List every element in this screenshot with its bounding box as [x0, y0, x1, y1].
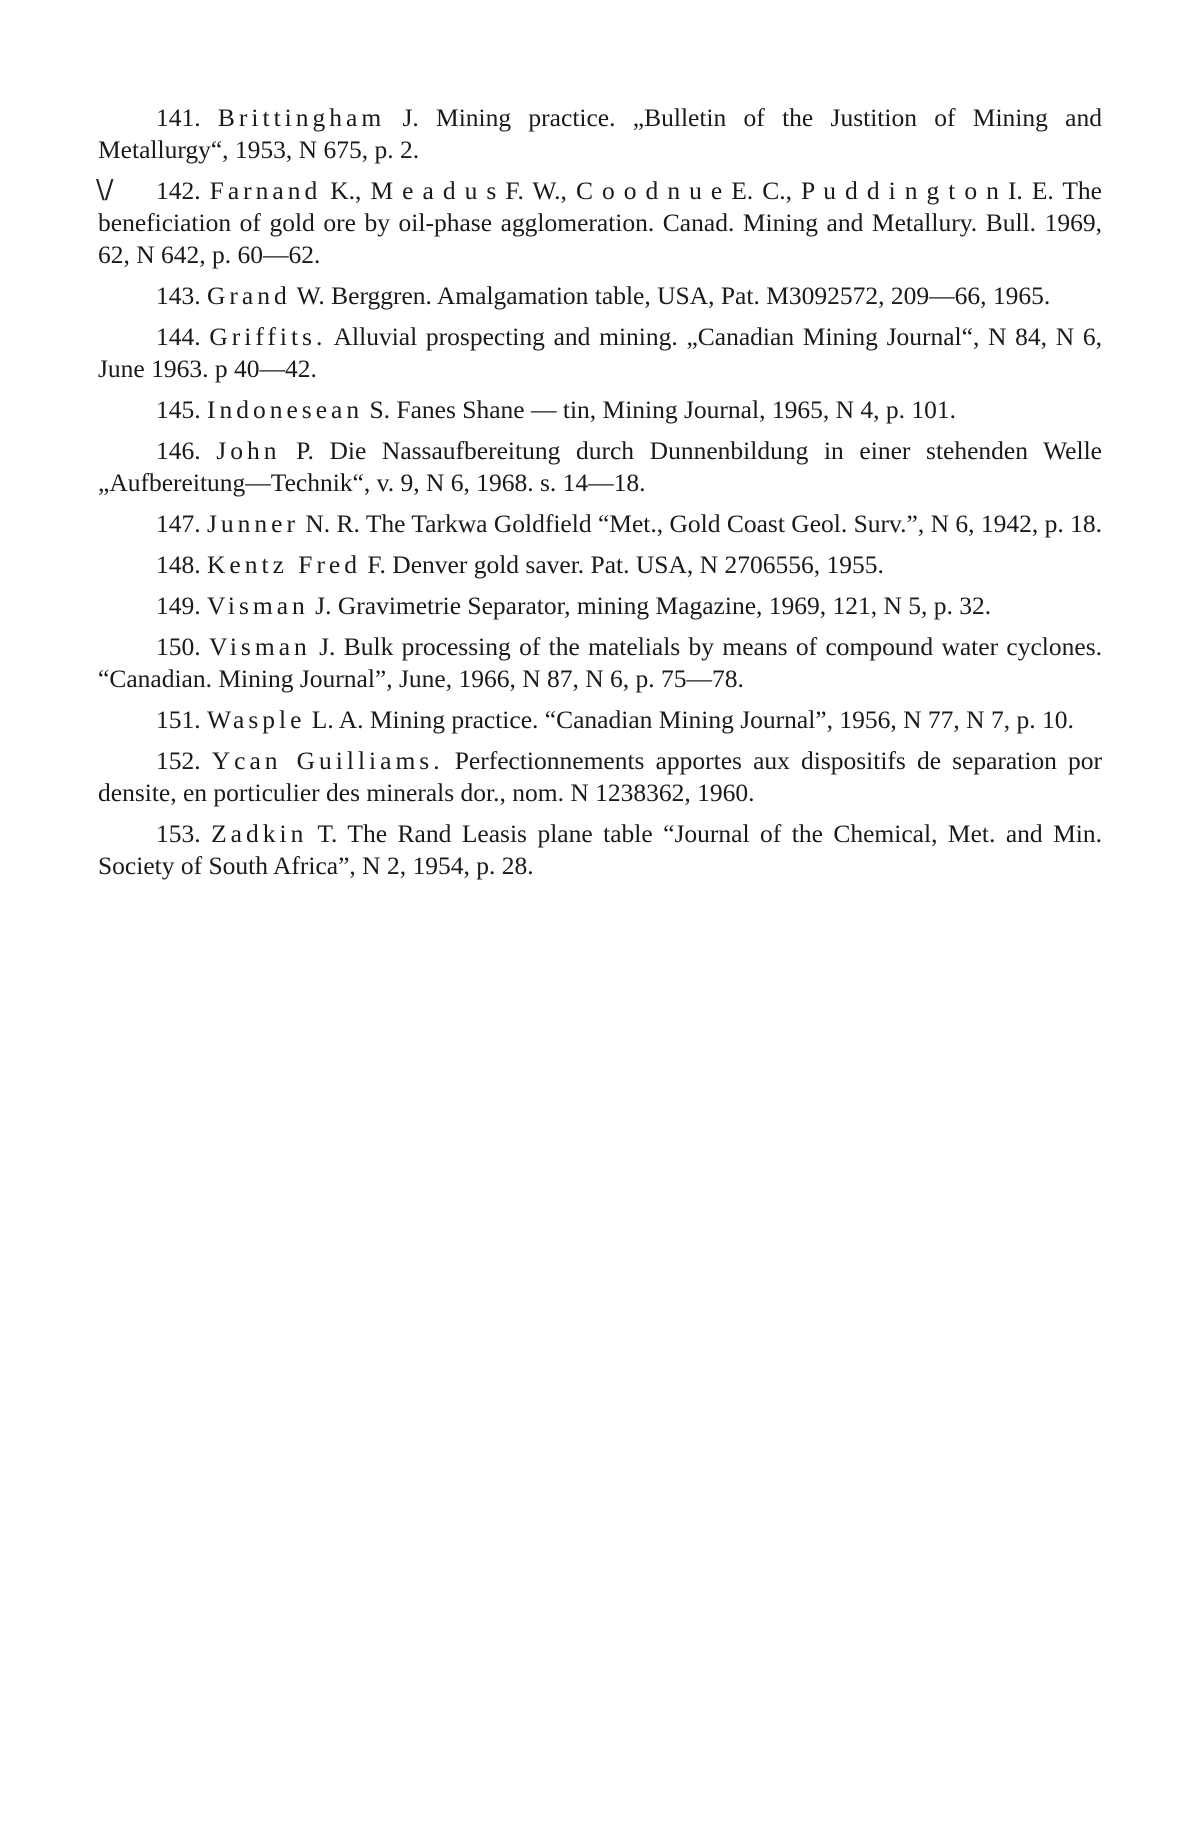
reference-number: 146. [156, 436, 201, 465]
reference-number: 149. [156, 591, 201, 620]
reference-text: P. Die Nassaufbereitung durch Dunnenbildung in einer stehenden Welle „Aufbereitung—Technik“, v. 9, N 6, 1968. s. 14—18. [98, 436, 1102, 497]
reference-number: 147. [156, 509, 201, 538]
reference-number: 152. [156, 746, 201, 775]
reference-text: N. R. The Tarkwa Goldfield “Met., Gold Coast Geol. Surv.”, N 6, 1942, p. 18. [298, 509, 1102, 538]
reference-text: W. Berggren. Amalgamation table, USA, Pat. M3092572, 209—66, 1965. [290, 281, 1051, 310]
reference-text: J. Mining practice. „Bulletin of the Justition of Mining and Metallurgy“, 1953, N 675, p. 2. [98, 103, 1103, 164]
reference-author: Griffits. [209, 322, 327, 351]
reference-author: Indonesean [207, 395, 364, 424]
reference-text: J. Bulk processing of the matelials by means of compound water cyclones. “Canadian. Mining Journal”, June, 1966, N 87, N 6, p. 75—78. [98, 632, 1102, 693]
reference-item-152 [98, 745, 1102, 809]
reference-item-151 [98, 704, 1102, 736]
reference-number: 150. [156, 632, 201, 661]
reference-author: Farnand [209, 176, 322, 205]
reference-item-147 [98, 508, 1102, 540]
reference-number: 145. [156, 395, 201, 424]
reference-text: T. The Rand Leasis plane table “Journal of the Chemical, Met. and Min. Society of South Africa”, N 2, 1954, p. 28. [98, 819, 1103, 880]
reference-author: Brittingham [217, 103, 386, 132]
reference-number: 142. [156, 176, 201, 205]
reference-author: Visman [207, 591, 309, 620]
reference-number: 143. [156, 281, 201, 310]
reference-item-150 [98, 631, 1102, 695]
reference-number: 153. [156, 819, 201, 848]
check-mark-icon: \/ [96, 175, 114, 205]
reference-number: 151. [156, 705, 201, 734]
reference-text: J. Gravimetrie Separator, mining Magazine, 1969, 121, N 5, p. 32. [308, 591, 992, 620]
reference-item-153 [98, 818, 1102, 882]
reference-author: Zadkin [211, 819, 308, 848]
reference-item-144 [98, 321, 1102, 385]
reference-text: K., M e a d u s F. W., C o o d n u e E. C., P u d d i n g t o n I. E. The beneficiation of gold ore by oil-phase agglomeration. Canad. Mining and Metallury. Bull. 1969, 62, N 642, p. 60—62. [98, 176, 1103, 269]
reference-author: Kentz Fred [207, 550, 362, 579]
reference-item-149 [98, 590, 1102, 622]
reference-text: Alluvial prospecting and mining. „Canadian Mining Journal“, N 84, N 6, June 1963. p 40—42. [98, 322, 1103, 383]
reference-item-141 [98, 102, 1102, 166]
reference-text: L. A. Mining practice. “Canadian Mining Journal”, 1956, N 77, N 7, p. 10. [305, 705, 1074, 734]
reference-number: 144. [156, 322, 201, 351]
reference-text: Perfectionnements apportes aux dispositifs de separation por densite, en porticulier des minerals dor., nom. N 1238362, 1960. [98, 746, 1102, 807]
reference-author: Wasple [207, 705, 306, 734]
reference-item-146 [98, 435, 1102, 499]
reference-item-145 [98, 394, 1102, 426]
reference-text: S. Fanes Shane — tin, Mining Journal, 1965, N 4, p. 101. [363, 395, 956, 424]
reference-item-143 [98, 280, 1102, 312]
reference-author: Ycan Guilliams. [211, 746, 444, 775]
reference-item-142 [98, 175, 1102, 271]
reference-list [98, 102, 1102, 891]
reference-number: 148. [156, 550, 201, 579]
reference-text: F. Denver gold saver. Pat. USA, N 2706556, 1955. [361, 550, 884, 579]
reference-item-148 [98, 549, 1102, 581]
reference-number: 141. [156, 103, 201, 132]
reference-author: Junner [207, 509, 299, 538]
reference-author: Visman [208, 632, 311, 661]
reference-author: Grand [207, 281, 291, 310]
reference-author: John [216, 436, 281, 465]
